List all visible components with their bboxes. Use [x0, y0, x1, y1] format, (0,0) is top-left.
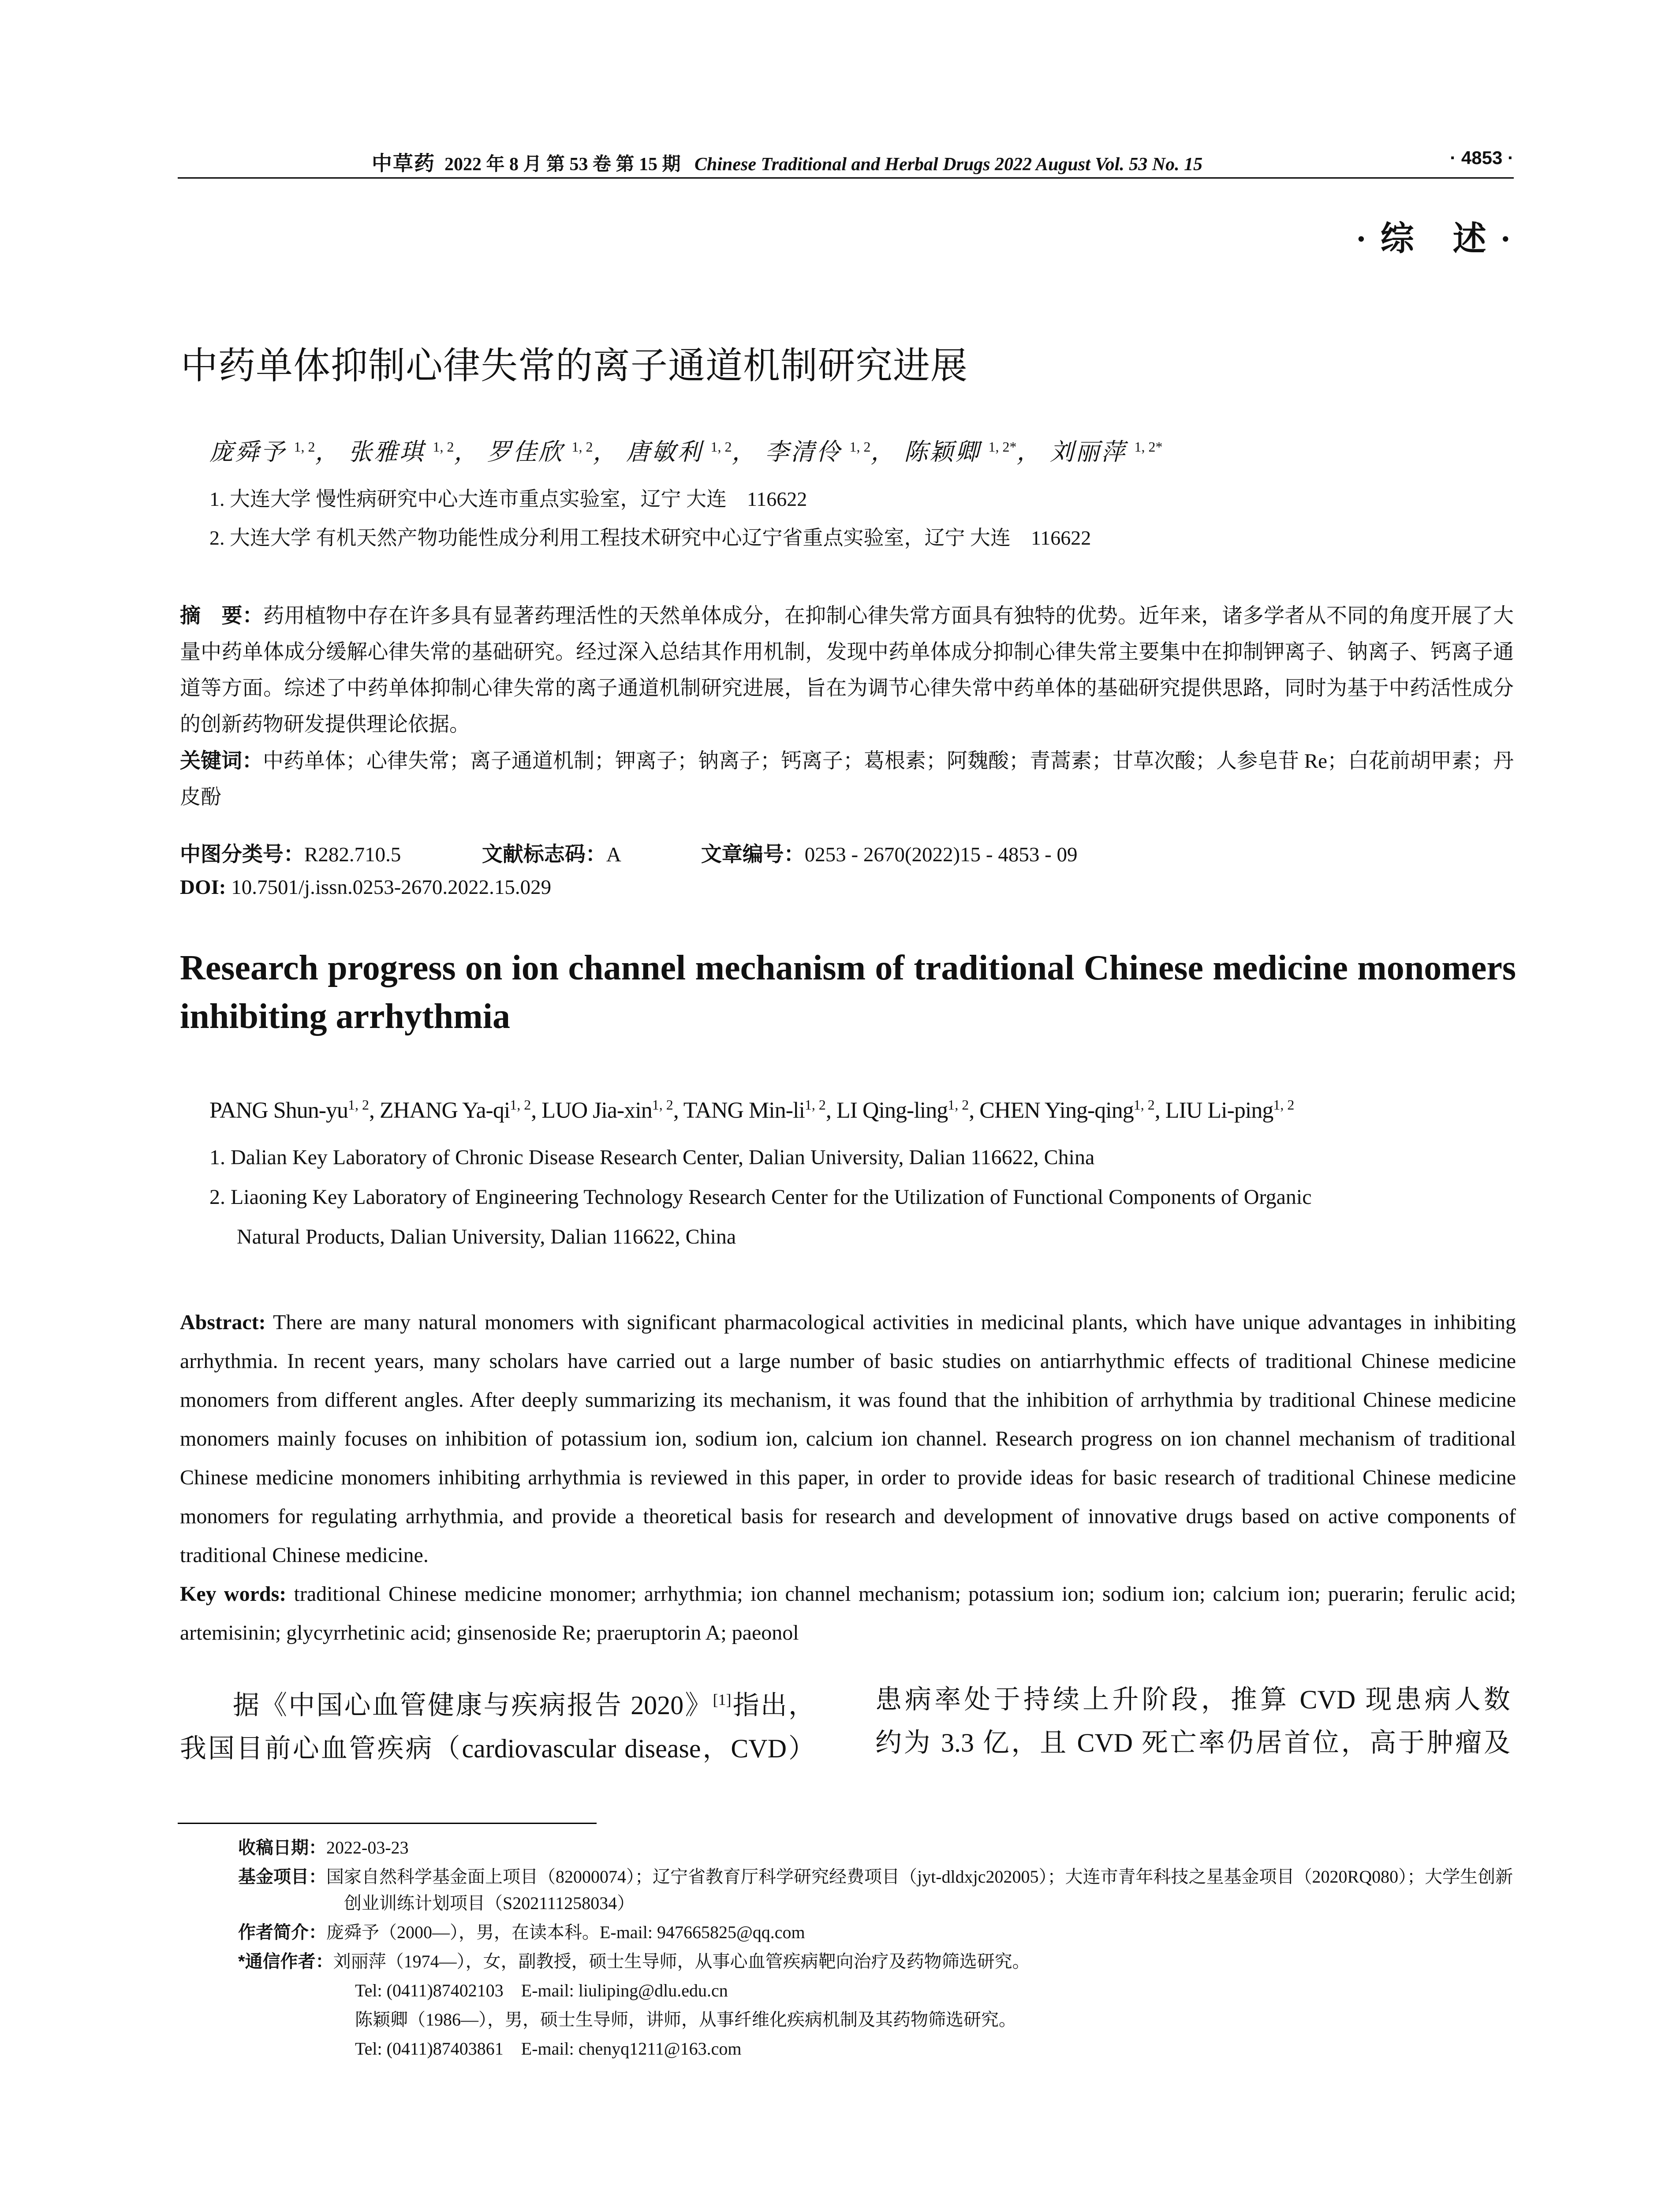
body-text: 据《中国心血管健康与疾病报告 2020》: [233, 1691, 713, 1720]
footnote-text: 国家自然科学基金面上项目（82000074）；辽宁省教育厅科学研究经费项目（jyt-dldxjc202005）；大连市青年科技之星基金项目（2020RQ080）；大学生创新创业训练计划项目（S202111258034）: [326, 1867, 1513, 1913]
footnote-corresponding: [238, 1948, 1517, 1975]
footnote-contact: Tel: (0411)87402103 E-mail: liuliping@dlu.edu.cn: [355, 1981, 728, 2000]
cn-keywords-text: 中药单体；心律失常；离子通道机制；钾离子；钠离子；钙离子；葛根素；阿魏酸；青蒿素；甘草次酸；人参皂苷 Re；白花前胡甲素；丹皮酚: [180, 750, 1514, 809]
cn-author: 刘丽萍: [1050, 439, 1127, 465]
en-title: Research progress on ion channel mechanism of traditional Chinese medicine monomers inhibiting arrhythmia: [180, 949, 1516, 1036]
article-no-label: 文章编号：: [701, 842, 805, 866]
author-affil-sup: 1, 2: [948, 1097, 969, 1113]
footnotes: [238, 1835, 1517, 2065]
cn-title: 中药单体抑制心律失常的离子通道机制研究进展: [181, 345, 968, 386]
footnote-fund: [238, 1864, 1517, 1917]
author-affil-sup: 1, 2: [510, 1097, 531, 1113]
article-no-value: 0253 - 2670(2022)15 - 4853 - 09: [804, 843, 1078, 866]
cn-author: 唐敏利: [626, 439, 703, 465]
en-author: TANG Min-li: [683, 1098, 805, 1123]
cn-author: 陈颖卿: [904, 439, 981, 465]
en-author: PANG Shun-yu: [209, 1098, 348, 1123]
footnote-label: 收稿日期：: [238, 1838, 326, 1857]
footnote-received: [238, 1835, 1517, 1861]
footnote-contact: Tel: (0411)87403861 E-mail: chenyq1211@163.com: [355, 2039, 742, 2059]
body-paragraph-line: 患病率处于持续上升阶段，推算 CVD 现患病人数: [875, 1685, 1510, 1714]
footnote-label: 基金项目：: [238, 1867, 326, 1887]
author-affil-sup: 1, 2: [710, 439, 732, 455]
en-author: LI Qing-ling: [836, 1098, 948, 1123]
author-affil-sup: 1, 2: [804, 1097, 826, 1113]
cn-author: 李清伶: [765, 439, 842, 465]
footnote-label: 作者简介：: [238, 1923, 326, 1942]
cn-affiliation: 2. 大连大学 有机天然产物功能性成分利用工程技术研究中心辽宁省重点实验室，辽宁 大连 116622: [209, 527, 1091, 549]
footnote-text: 庞舜予（2000—），男，在读本科。E-mail: 947665825@qq.com: [326, 1922, 805, 1942]
citation-ref: [1]: [713, 1691, 732, 1708]
en-authors: PANG Shun-yu$^{1, 2}$, ZHANG Ya-qi$^{1, 2}$, LUO Jia-xin$^{1, 2}$, TANG Min-li$^{1, 2}$, LI Qing-ling$^{1, 2}$, CHEN Ying-qing$^{1, 2}$, LIU Li-ping$^{1, 2}$: [209, 1097, 1295, 1123]
author-affil-sup: 1, 2: [294, 439, 315, 455]
author-affil-sup: 1, 2: [1133, 1097, 1155, 1113]
en-affiliation-1: 1. Dalian Key Laboratory of Chronic Disease Research Center, Dalian University, Dalian 116622, China: [209, 1146, 1095, 1169]
footnote-text: 刘丽萍（1974—），女，副教授，硕士生导师，从事心血管疾病靶向治疗及药物筛选研究。: [333, 1951, 1030, 1971]
author-affil-sup: 1, 2*: [988, 439, 1017, 455]
en-affiliation-2-cont: Natural Products, Dalian University, Dalian 116622, China: [237, 1225, 736, 1248]
cn-keywords-label: 关键词：: [180, 749, 263, 772]
en-abstract-label: Abstract:: [180, 1311, 266, 1334]
footnote-author: [238, 1919, 1517, 1946]
cn-authors: 庞舜予 $^{1, 2}$， 张雅琪 $^{1, 2}$， 罗佳欣 $^{1, 2}$， 唐敏利 $^{1, 2}$， 李清伶 $^{1, 2}$， 陈颖卿 $^{1, 2*}$， 刘丽萍 $^{1, 2*}$: [209, 439, 1163, 465]
clc-value: R282.710.5: [304, 843, 401, 866]
footnote-rule: [178, 1823, 597, 1824]
body-paragraph-line: 我国目前心血管疾病（cardiovascular disease，CVD）: [180, 1734, 815, 1763]
author-affil-sup: 1, 2: [849, 439, 871, 455]
en-keywords-label: Key words:: [180, 1582, 287, 1606]
footnote-text: 2022-03-23: [326, 1838, 409, 1857]
journal-brand: 中草药: [372, 152, 435, 175]
cn-author: 张雅琪: [348, 439, 425, 465]
cn-abstract-text: 药用植物中存在许多具有显著药理活性的天然单体成分，在抑制心律失常方面具有独特的优势。近年来，诸多学者从不同的角度开展了大量中药单体成分缓解心律失常的基础研究。经过深入总结其作用机制，发现中药单体成分抑制心律失常主要集中在抑制钾离子、钠离子、钙离子通道等方面。综述了中药单体抑制心律失常的离子通道机制研究进展，旨在为调节心律失常中药单体的基础研究提供思路，同时为基于中药活性成分的创新药物研发提供理论依据。: [180, 605, 1514, 736]
footnote-corresponding-2: 陈颖卿（1986—），男，硕士生导师，讲师，从事纤维化疾病机制及其药物筛选研究。: [355, 2010, 1016, 2029]
clc-label: 中图分类号：: [180, 842, 304, 866]
body-paragraph-line: 约为 3.3 亿，且 CVD 死亡率仍居首位，高于肿瘤及: [875, 1728, 1510, 1757]
en-affiliation: [209, 1138, 1514, 1257]
author-affil-sup: 1, 2: [652, 1097, 673, 1113]
author-affil-sup: 1, 2*: [1134, 439, 1163, 455]
en-affiliation-2: 2. Liaoning Key Laboratory of Engineering Technology Research Center for the Utilization of Functional Components of Organic: [209, 1185, 1312, 1209]
classification-line: [180, 838, 1077, 867]
header-journal-line: [372, 147, 1202, 176]
en-abstract-text: There are many natural monomers with significant pharmacological activities in medicinal plants, which have unique advantages in inhibiting arrhythmia. In recent years, many scholars have carried out a large number of basic studies on antiarrhythmic effects of traditional Chinese medicine monomers from different angles. After deeply summarizing its mechanism, it was found that the inhibition of arrhythmia by traditional Chinese medicine monomers mainly focuses on inhibition of potassium ion, sodium ion, calcium ion channel. Research progress on ion channel mechanism of traditional Chinese medicine monomers inhibiting arrhythmia is reviewed in this paper, in order to provide ideas for basic research of traditional Chinese medicine monomers for regulating arrhythmia, and provide a theoretical basis for research and development of innovative drugs based on active components of traditional Chinese medicine.: [180, 1311, 1516, 1567]
section-label: · 综 述 ·: [1355, 220, 1514, 258]
en-abstract: [180, 1303, 1516, 1652]
en-author: LUO Jia-xin: [541, 1098, 652, 1123]
author-affil-sup: 1, 2: [1273, 1097, 1295, 1113]
page-number: · 4853 ·: [1450, 147, 1514, 168]
body-text: 指出，: [731, 1691, 815, 1720]
en-keywords-text: traditional Chinese medicine monomer; arrhythmia; ion channel mechanism; potassium ion; sodium ion; calcium ion; puerarin; ferulic acid; artemisinin; glycyrrhetinic acid; ginsenoside Re; praeruptorin A; paeonol: [180, 1582, 1516, 1644]
cn-abstract: [180, 598, 1514, 815]
en-author: LIU Li-ping: [1165, 1098, 1273, 1123]
author-affil-sup: 1, 2: [433, 439, 454, 455]
doi-value: 10.7501/j.issn.0253-2670.2022.15.029: [231, 876, 552, 899]
doc-code-value: A: [606, 843, 620, 866]
body-column-right: [875, 1678, 1510, 1764]
footnote-label: *通信作者：: [238, 1952, 333, 1971]
doc-code-label: 文献标志码：: [482, 842, 606, 866]
header-issue-cn: 2022 年 8 月 第 53 卷 第 15 期: [444, 154, 681, 175]
body-column-left: [180, 1678, 815, 1770]
cn-author: 庞舜予: [209, 439, 286, 465]
header-journal-en: Chinese Traditional and Herbal Drugs 2022 August Vol. 53 No. 15: [694, 154, 1203, 175]
doi-label: DOI:: [180, 876, 226, 899]
cn-author: 罗佳欣: [487, 439, 564, 465]
author-affil-sup: 1, 2: [348, 1097, 370, 1113]
author-affil-sup: 1, 2: [571, 439, 593, 455]
body-paragraph-line: [180, 1678, 815, 1727]
cn-abstract-label: 摘 要：: [180, 604, 264, 627]
running-header: [178, 146, 1514, 175]
header-rule: [178, 177, 1514, 179]
doi-line: [180, 875, 551, 899]
en-author: CHEN Ying-qing: [979, 1098, 1134, 1123]
cn-affiliation: 1. 大连大学 慢性病研究中心大连市重点实验室，辽宁 大连 116622: [209, 488, 807, 510]
en-author: ZHANG Ya-qi: [380, 1098, 510, 1123]
